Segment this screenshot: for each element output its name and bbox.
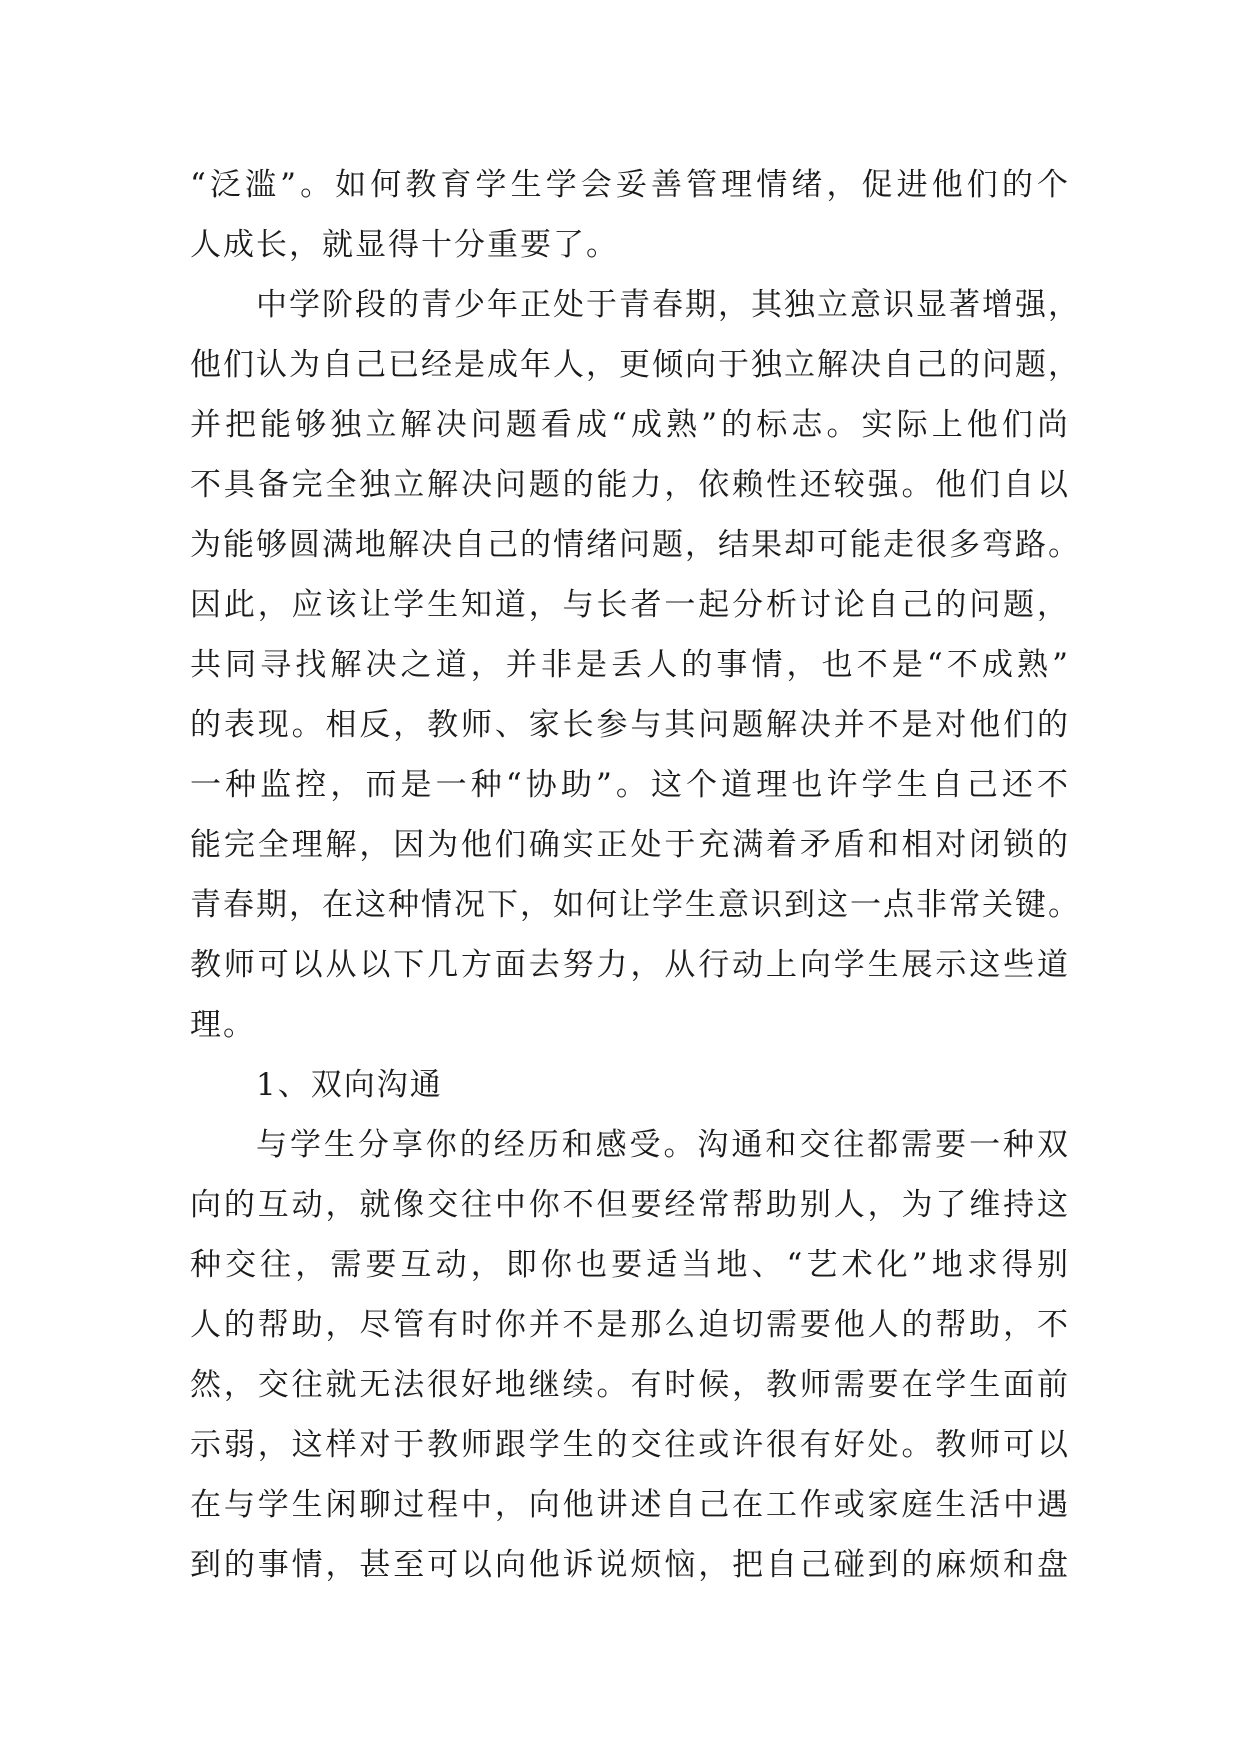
text-line: 能完全理解，因为他们确实正处于充满着矛盾和相对闭锁的 [190, 827, 1070, 863]
paragraph [190, 275, 1081, 1055]
text-line: 种交往，需要互动，即你也要适当地、“艺术化”地求得别 [190, 1247, 1070, 1283]
document-page [190, 155, 1081, 1595]
text-line: 并把能够独立解决问题看成“成熟”的标志。实际上他们尚 [190, 407, 1070, 443]
text-line: 一种监控，而是一种“协助”。这个道理也许学生自己还不 [190, 767, 1070, 803]
text-line: 共同寻找解决之道，并非是丢人的事情，也不是“不成熟” [190, 647, 1070, 683]
text-line: 不具备完全独立解决问题的能力，依赖性还较强。他们自以 [190, 467, 1070, 503]
text-line: 人的帮助，尽管有时你并不是那么迫切需要他人的帮助，不 [190, 1307, 1070, 1343]
paragraph [190, 1115, 1070, 1595]
text-line: 为能够圆满地解决自己的情绪问题，结果却可能走很多弯路。 [190, 527, 1081, 563]
text-line: 青春期，在这种情况下，如何让学生意识到这一点非常关键。 [190, 887, 1081, 923]
text-line: 人成长，就显得十分重要了。 [190, 227, 619, 263]
text-line: 示弱，这样对于教师跟学生的交往或许很有好处。教师可以 [190, 1427, 1070, 1463]
text-line: “泛滥”。如何教育学生学会妥善管理情绪，促进他们的个 [190, 167, 1070, 203]
text-line: 他们认为自己已经是成年人，更倾向于独立解决自己的问题， [190, 347, 1081, 383]
text-line: 向的互动，就像交往中你不但要经常帮助别人，为了维持这 [190, 1187, 1070, 1223]
text-line: 1、双向沟通 [256, 1067, 443, 1103]
text-line: 在与学生闲聊过程中，向他讲述自己在工作或家庭生活中遇 [190, 1487, 1070, 1523]
text-line: 的表现。相反，教师、家长参与其问题解决并不是对他们的 [190, 707, 1070, 743]
text-line: 理。 [190, 1007, 256, 1043]
text-line: 因此，应该让学生知道，与长者一起分析讨论自己的问题， [190, 587, 1070, 623]
text-line: 然，交往就无法很好地继续。有时候，教师需要在学生面前 [190, 1367, 1070, 1403]
paragraph [190, 155, 1070, 275]
text-line: 教师可以从以下几方面去努力，从行动上向学生展示这些道 [190, 947, 1070, 983]
text-line: 到的事情，甚至可以向他诉说烦恼，把自己碰到的麻烦和盘 [190, 1547, 1070, 1583]
text-line: 与学生分享你的经历和感受。沟通和交往都需要一种双 [256, 1127, 1070, 1163]
text-line: 中学阶段的青少年正处于青春期，其独立意识显著增强， [256, 287, 1081, 323]
paragraph [190, 1055, 1070, 1115]
